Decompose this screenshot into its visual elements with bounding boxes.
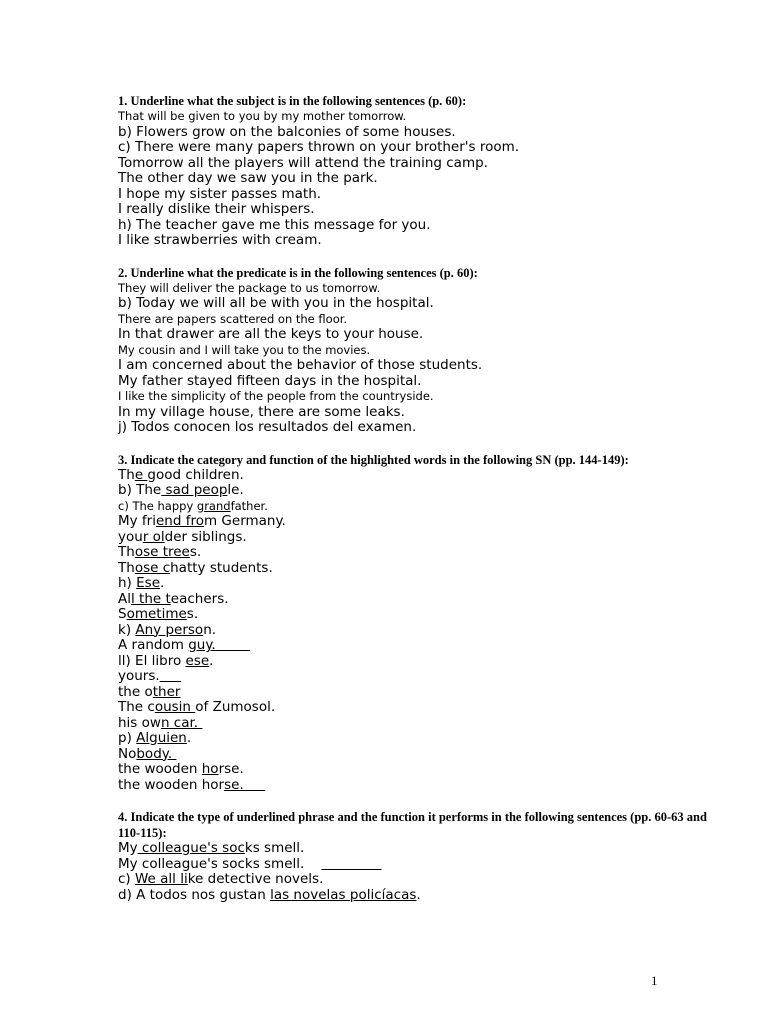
exercise-line	[118, 857, 718, 873]
exercise-line	[118, 374, 718, 390]
underlined-text: end fro	[155, 513, 204, 529]
exercise-line	[118, 514, 718, 530]
exercise-line	[118, 140, 718, 156]
exercise-line	[118, 343, 718, 359]
line-text: b) Flowers grow on the balconies of some houses.	[118, 123, 456, 140]
line-text: Th	[118, 544, 135, 560]
line-text: of Zumosol.	[195, 699, 276, 715]
exercise-line	[118, 233, 718, 249]
line-text: ke detective novels.	[187, 871, 324, 887]
underlined-text: sad peop	[161, 482, 228, 498]
line-text: My cousin and I will take you to the movies.	[118, 342, 371, 357]
line-text: b) The	[118, 482, 162, 498]
exercise-line	[118, 747, 718, 763]
line-text: That will be given to you by my mother tomorrow.	[118, 109, 407, 123]
line-text: father.	[230, 498, 268, 513]
exercise-line	[118, 281, 718, 297]
exercise-line	[118, 499, 718, 515]
underlined-text: colleague's soc	[137, 840, 245, 856]
line-text: Th	[118, 466, 135, 483]
line-text: I am concerned about the behavior of those students.	[118, 357, 483, 373]
exercise-line	[118, 218, 718, 234]
line-text: My colleague's socks smell.	[118, 855, 322, 872]
document-page	[118, 93, 718, 903]
line-text: The other day we saw you in the park.	[118, 170, 378, 186]
exercise-line	[118, 762, 718, 778]
underlined-text: las novelas policíacas	[270, 886, 417, 903]
line-text: .	[209, 652, 214, 669]
exercise-line	[118, 530, 718, 546]
underlined-text: ho	[201, 761, 219, 777]
exercise-line	[118, 312, 718, 328]
underlined-text	[160, 668, 181, 684]
section-gap	[118, 793, 718, 809]
exercise-line	[118, 731, 718, 747]
exercise-line	[118, 841, 718, 857]
question-heading: 2. Underline what the predicate is in the following sentences (p. 60):	[118, 265, 478, 280]
line-text: They will deliver the package to us tomorrow.	[118, 280, 381, 295]
exercise-line	[118, 420, 718, 436]
line-text: I really dislike their whispers.	[118, 201, 315, 217]
line-text: A random	[118, 637, 189, 653]
line-text: der siblings.	[164, 528, 247, 545]
line-text: My father stayed fifteen days in the hospital.	[118, 372, 422, 389]
line-text: hatty students.	[170, 559, 273, 576]
line-text: rse.	[218, 761, 244, 777]
line-text: I hope my sister passes math.	[118, 185, 322, 202]
exercise-line	[118, 405, 718, 421]
exercise-line	[118, 187, 718, 203]
exercise-line	[118, 561, 718, 577]
line-text: .	[160, 575, 165, 591]
exercise-line	[118, 654, 718, 670]
exercise-line	[118, 125, 718, 141]
line-text: m Germany.	[203, 513, 286, 529]
exercise-line	[118, 607, 718, 623]
section-gap	[118, 249, 718, 265]
question-heading: 1. Underline what the subject is in the following sentences (p. 60):	[118, 94, 467, 108]
exercise-line	[118, 389, 718, 405]
underlined-text: ometime	[126, 606, 187, 622]
exercise-line	[118, 778, 718, 794]
line-text: his ow	[118, 714, 161, 731]
line-text: the wooden	[118, 761, 202, 777]
exercise-line	[118, 576, 718, 592]
exercise-line	[118, 202, 718, 218]
line-text: the wooden hor	[118, 776, 225, 793]
line-text: My fri	[118, 513, 156, 529]
line-text: s.	[186, 606, 199, 622]
line-text: k)	[118, 621, 136, 638]
underlined-text: ose c	[134, 559, 171, 576]
exercise-line	[118, 669, 718, 685]
line-text: Al	[118, 590, 131, 607]
line-text: p)	[118, 730, 137, 746]
exercise-line	[118, 358, 718, 374]
line-text: b) Today we will all be with you in the hospital.	[118, 295, 434, 311]
line-text: No	[118, 745, 137, 762]
line-text: .	[416, 886, 421, 903]
underlined-text: ousin	[154, 699, 196, 715]
line-text: h)	[118, 575, 137, 591]
line-text: c) The happy	[118, 498, 197, 513]
underlined-text: se.	[224, 776, 266, 793]
exercise-line	[118, 156, 718, 172]
line-text: S	[118, 606, 127, 622]
line-text: c) There were many papers thrown on your brother's room.	[118, 139, 520, 155]
exercise-line	[118, 296, 718, 312]
line-text: In that drawer are all the keys to your house.	[118, 326, 424, 342]
underlined-text: r ol	[142, 528, 165, 545]
section-gap	[118, 436, 718, 452]
exercise-line	[118, 623, 718, 639]
line-text: the o	[118, 683, 153, 700]
exercise-line	[118, 716, 718, 732]
exercise-line	[118, 638, 718, 654]
line-text: you	[118, 528, 143, 545]
line-text: d) A todos nos gustan	[118, 886, 271, 903]
underlined-text: Any perso	[135, 621, 204, 638]
exercise-line	[118, 468, 718, 484]
exercise-line	[118, 592, 718, 608]
underlined-text: We all li	[134, 871, 188, 887]
line-text: j) Todos conocen los resultados del examen.	[118, 419, 417, 435]
underlined-text: Alguien	[136, 730, 187, 746]
underlined-text: n car.	[160, 714, 203, 731]
line-text: .	[186, 730, 192, 746]
underlined-text: Ese	[136, 575, 160, 591]
question-heading: 3. Indicate the category and function of the highlighted words in the following SN (pp. 144-149):	[118, 452, 629, 467]
line-text: In my village house, there are some leaks.	[118, 403, 405, 420]
exercise-line	[118, 700, 718, 716]
line-text: c)	[118, 871, 135, 887]
underlined-text: ther	[152, 683, 181, 700]
line-text: Tomorrow all the players will attend the training camp.	[118, 154, 488, 171]
exercise-line	[118, 545, 718, 561]
underlined-text	[321, 856, 381, 872]
line-text: The c	[118, 699, 155, 715]
question-heading: 4. Indicate the type of underlined phrase and the function it performs in the following sentences (pp. 60-63 and 110-115):	[118, 810, 707, 840]
line-text: yours.	[118, 668, 160, 684]
exercise-line	[118, 872, 718, 888]
line-text: s.	[189, 544, 202, 560]
underlined-text: e g	[134, 466, 156, 483]
underlined-text: body.	[136, 745, 177, 762]
line-text: ll) El libro	[118, 652, 186, 669]
underlined-text: guy.	[188, 637, 250, 653]
exercise-line	[118, 685, 718, 701]
line-text: h) The teacher gave me this message for you.	[118, 216, 431, 233]
line-text: I like strawberries with cream.	[118, 232, 322, 248]
underlined-text: ose tree	[134, 544, 190, 560]
line-text: My	[118, 840, 138, 856]
exercise-line	[118, 171, 718, 187]
exercise-line	[118, 483, 718, 499]
line-text: n.	[203, 621, 217, 638]
underlined-text: grand	[196, 498, 231, 513]
line-text: ood children.	[155, 466, 244, 483]
exercise-line	[118, 888, 718, 904]
line-text: There are papers scattered on the floor.	[118, 311, 348, 326]
underlined-text: ese	[185, 652, 210, 669]
line-text: Th	[118, 559, 135, 576]
exercise-line	[118, 109, 718, 125]
page-number: 1	[651, 973, 658, 988]
line-text: I like the simplicity of the people from the countryside.	[118, 389, 434, 403]
exercise-line	[118, 327, 718, 343]
line-text: ks smell.	[244, 840, 305, 856]
underlined-text: l the t	[131, 590, 171, 607]
line-text: eachers.	[170, 590, 229, 607]
line-text: le.	[227, 482, 244, 498]
